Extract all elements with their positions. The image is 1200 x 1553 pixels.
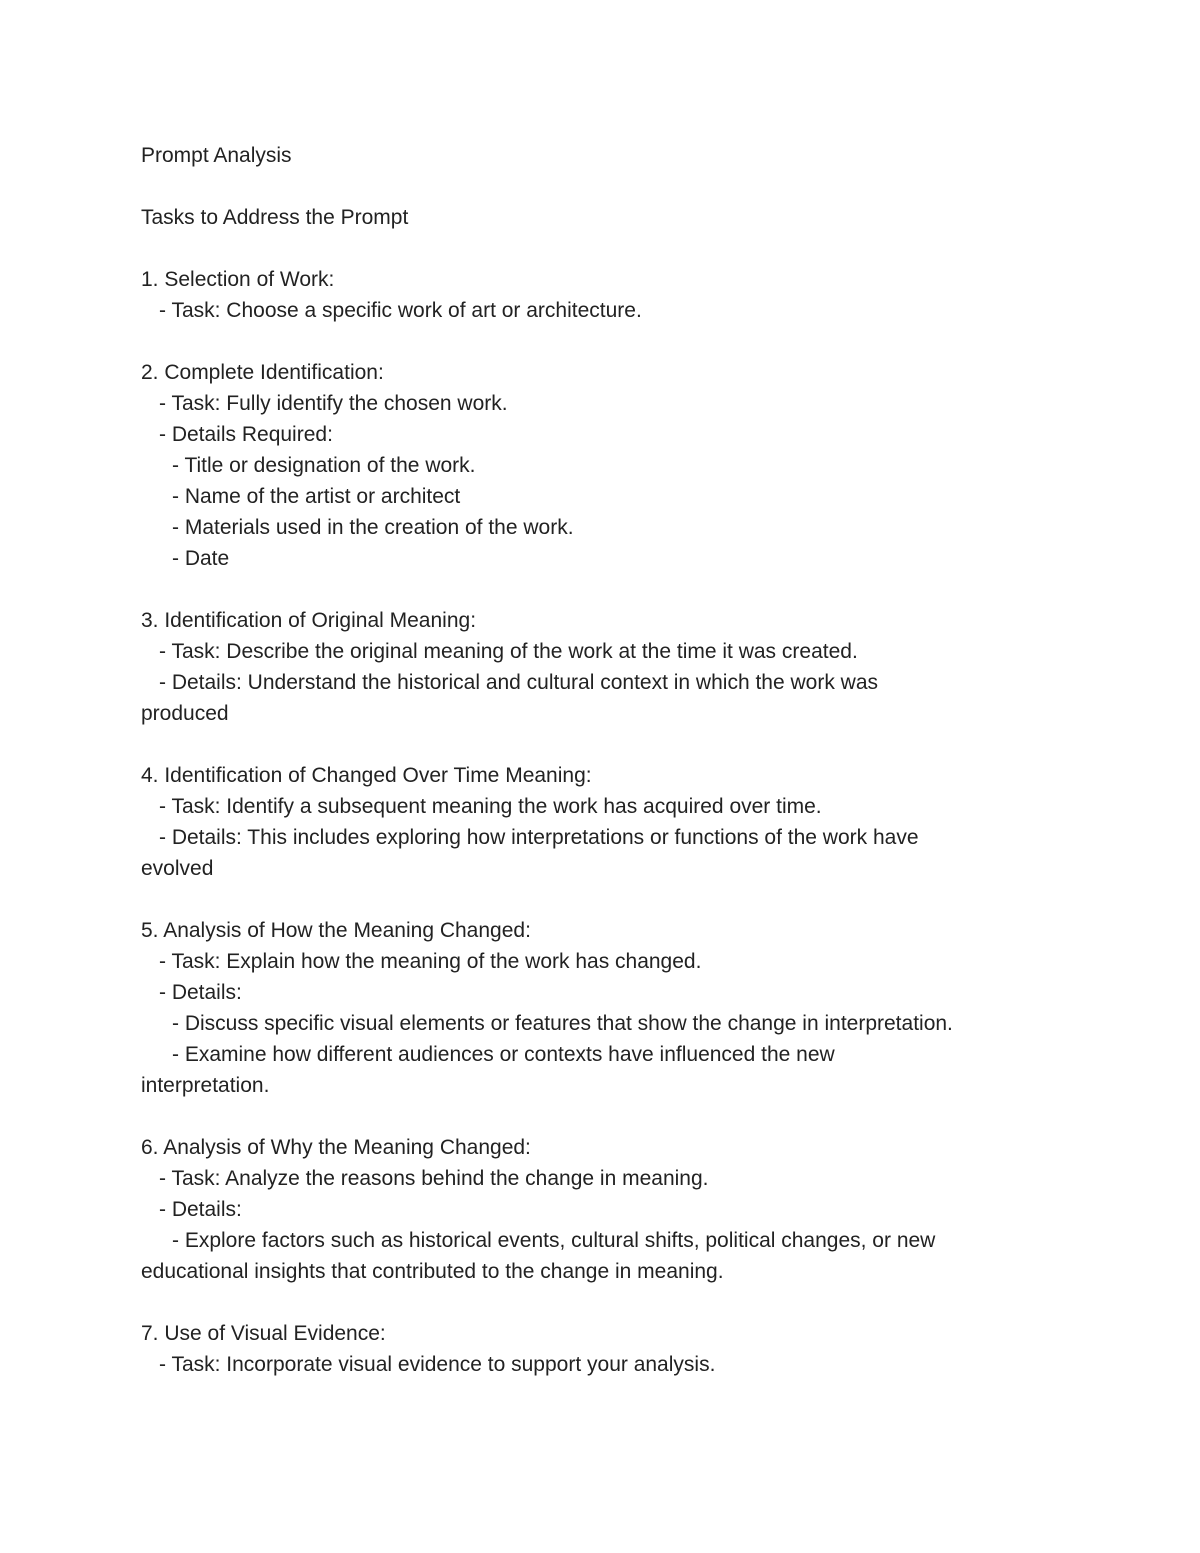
document-body xyxy=(141,140,1081,1380)
detail-continuation: educational insights that contributed to the change in meaning. xyxy=(141,1260,724,1283)
detail-continuation: interpretation. xyxy=(141,1074,270,1097)
task-line: - Task: Explain how the meaning of the work has changed. xyxy=(159,950,702,973)
spacer xyxy=(141,171,1081,202)
details-line: - Details: Understand the historical and cultural context in which the work was xyxy=(159,671,879,694)
detail-item: - Title or designation of the work. xyxy=(172,454,476,477)
spacer xyxy=(141,574,1081,605)
task-line: - Task: Fully identify the chosen work. xyxy=(159,392,508,415)
section-heading: 6. Analysis of Why the Meaning Changed: xyxy=(141,1136,531,1159)
task-line: - Task: Analyze the reasons behind the change in meaning. xyxy=(159,1167,709,1190)
details-label: - Details Required: xyxy=(159,423,333,446)
section-heading: 1. Selection of Work: xyxy=(141,268,335,291)
detail-item: - Discuss specific visual elements or features that show the change in interpretation. xyxy=(172,1012,953,1035)
document-subtitle: Tasks to Address the Prompt xyxy=(141,206,409,229)
document-title: Prompt Analysis xyxy=(141,144,292,167)
spacer xyxy=(141,729,1081,760)
detail-item: - Date xyxy=(172,547,230,570)
detail-item: - Examine how different audiences or contexts have influenced the new xyxy=(172,1043,835,1066)
spacer xyxy=(141,1287,1081,1318)
task-line: - Task: Incorporate visual evidence to support your analysis. xyxy=(159,1353,716,1376)
spacer xyxy=(141,1101,1081,1132)
section-heading: 7. Use of Visual Evidence: xyxy=(141,1322,386,1345)
section-heading: 5. Analysis of How the Meaning Changed: xyxy=(141,919,531,942)
detail-item: - Name of the artist or architect xyxy=(172,485,461,508)
details-line: - Details: This includes exploring how interpretations or functions of the work have xyxy=(159,826,919,849)
details-continuation: produced xyxy=(141,702,229,725)
detail-item: - Materials used in the creation of the work. xyxy=(172,516,574,539)
details-label: - Details: xyxy=(159,981,242,1004)
section-heading: 4. Identification of Changed Over Time Meaning: xyxy=(141,764,592,787)
section-heading: 3. Identification of Original Meaning: xyxy=(141,609,477,632)
details-label: - Details: xyxy=(159,1198,242,1221)
detail-item: - Explore factors such as historical events, cultural shifts, political changes, or new xyxy=(172,1229,936,1252)
spacer xyxy=(141,326,1081,357)
spacer xyxy=(141,233,1081,264)
task-line: - Task: Identify a subsequent meaning the work has acquired over time. xyxy=(159,795,822,818)
task-line: - Task: Describe the original meaning of the work at the time it was created. xyxy=(159,640,858,663)
task-line: - Task: Choose a specific work of art or architecture. xyxy=(159,299,642,322)
section-heading: 2. Complete Identification: xyxy=(141,361,384,384)
details-continuation: evolved xyxy=(141,857,214,880)
spacer xyxy=(141,884,1081,915)
